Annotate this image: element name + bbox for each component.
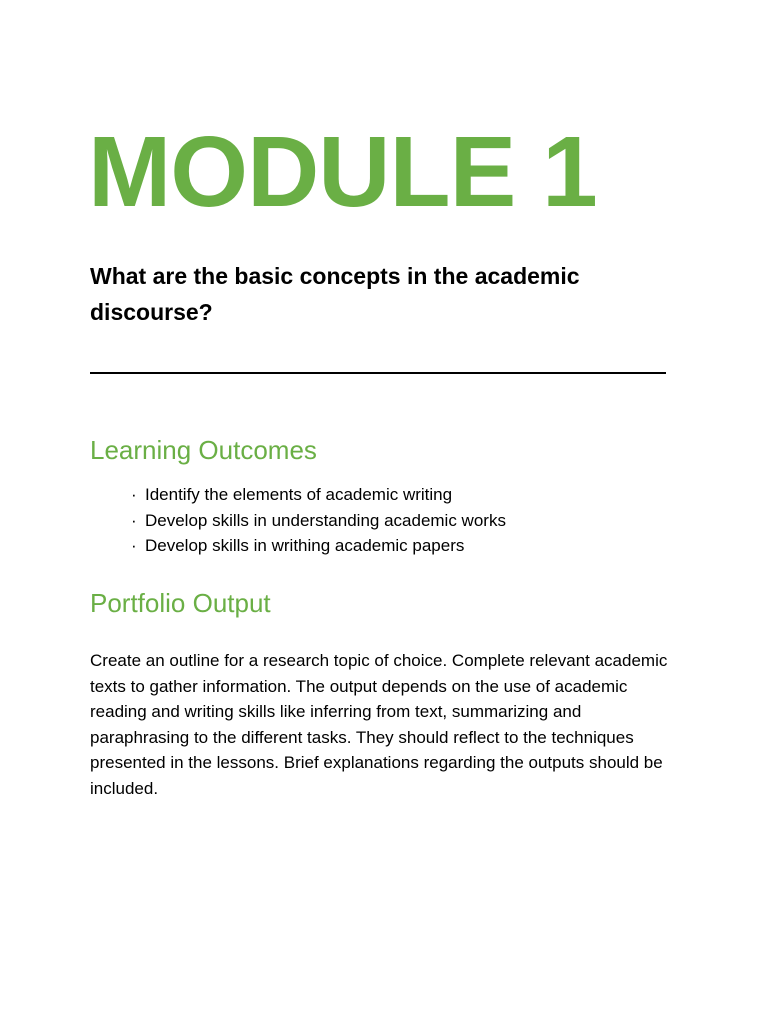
portfolio-output-heading: Portfolio Output <box>90 588 271 618</box>
list-item-text: Develop skills in understanding academic works <box>145 510 506 530</box>
learning-outcomes-list <box>131 482 506 559</box>
guiding-question: What are the basic concepts in the academic discourse? <box>90 263 580 325</box>
portfolio-output-description: Create an outline for a research topic of choice. Complete relevant academic texts to gather information. The output depends on the use of academic reading and writing skills like inferring from text, summarizing and paraphrasing to the different tasks. They should reflect to the techniques presented in the lessons. Brief explanations regarding the outputs should be included. <box>90 651 668 798</box>
horizontal-rule <box>90 372 666 374</box>
list-item <box>131 508 506 534</box>
list-item-text: Develop skills in writhing academic papers <box>145 536 465 555</box>
list-item <box>131 482 506 508</box>
list-item-text: Identify the elements of academic writing <box>145 485 453 504</box>
bullet-dot: · <box>131 510 137 530</box>
bullet-dot: · <box>131 536 137 555</box>
bullet-dot: · <box>131 485 137 504</box>
learning-outcomes-heading: Learning Outcomes <box>90 435 317 465</box>
module-title: MODULE 1 <box>88 116 597 228</box>
list-item <box>131 533 506 559</box>
